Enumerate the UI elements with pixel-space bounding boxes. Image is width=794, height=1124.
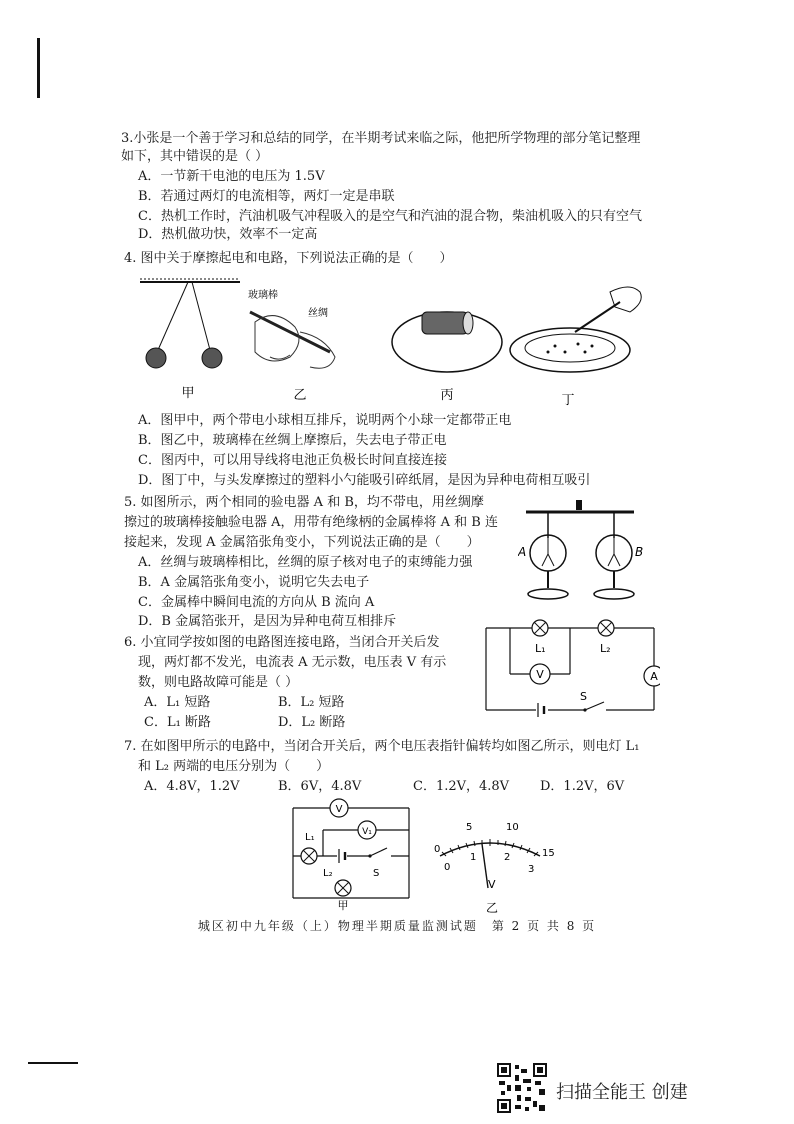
silk-label: 丝绸 bbox=[308, 308, 328, 319]
q3-option-b: B．若通过两灯的电流相等，两灯一定是串联 bbox=[138, 189, 395, 204]
voltmeter-v-label: V bbox=[335, 804, 343, 815]
figure-label-bing: 丙 bbox=[440, 388, 454, 403]
figure-bing-battery bbox=[392, 312, 502, 372]
q5-stem: 接起来，发现 A 金属箔张角变小，下列说法正确的是（ ） bbox=[124, 535, 480, 550]
dial-bottom-2: 2 bbox=[504, 852, 511, 863]
lamp-l2-label: L₂ bbox=[323, 868, 333, 879]
figure-label-jia: 甲 bbox=[337, 899, 349, 911]
lamp-l2-label: L₂ bbox=[600, 642, 611, 655]
dial-bottom-1: 1 bbox=[470, 852, 477, 863]
dial-top-10: 10 bbox=[506, 822, 519, 833]
q6-stem: 数，则电路故障可能是（ ） bbox=[138, 675, 299, 690]
q4-option-a: A．图甲中，两个带电小球相互排斥，说明两个小球一定都带正电 bbox=[138, 413, 512, 428]
figure-label-jia: 甲 bbox=[181, 386, 195, 401]
q7-circuit-figure bbox=[283, 796, 413, 911]
figure-ding-spoon-paper bbox=[510, 287, 641, 372]
q7-voltmeter-dial bbox=[420, 800, 560, 915]
figure-label-yi: 乙 bbox=[486, 901, 499, 915]
q6-option-b: B．L₂ 短路 bbox=[278, 695, 345, 710]
q6-stem: 现，两灯都不发光，电流表 A 无示数，电压表 V 有示 bbox=[138, 655, 447, 670]
dial-top-15: 15 bbox=[542, 848, 555, 859]
scan-edge-mark bbox=[37, 38, 40, 98]
q5-option-c: C．金属棒中瞬间电流的方向从 B 流向 A bbox=[138, 595, 375, 610]
switch-s-label: S bbox=[373, 868, 380, 879]
dial-unit-v: V bbox=[488, 878, 496, 891]
figure-yi-glass-rod-silk bbox=[248, 288, 335, 368]
q5-option-d: D．B 金属箔张开，是因为异种电荷互相排斥 bbox=[138, 614, 397, 629]
q3-option-d: D．热机做功快，效率不一定高 bbox=[138, 227, 318, 242]
q6-option-d: D．L₂ 断路 bbox=[278, 715, 346, 730]
q5-stem: 5. 如图所示，两个相同的验电器 A 和 B，均不带电，用丝绸摩 bbox=[124, 495, 484, 510]
q5-option-b: B．A 金属箔张角变小，说明它失去电子 bbox=[138, 575, 370, 590]
electroscope-a-label: A bbox=[518, 545, 527, 559]
q7-option-a: A．4.8V，1.2V bbox=[144, 779, 240, 794]
q5-stem: 擦过的玻璃棒接触验电器 A，用带有绝缘柄的金属棒将 A 和 B 连 bbox=[124, 515, 498, 530]
q3-stem: 如下，其中错误的是（ ） bbox=[121, 149, 269, 164]
q4-option-d: D．图丁中，与头发摩擦过的塑料小勺能吸引碎纸屑，是因为异种电荷相互吸引 bbox=[138, 473, 591, 488]
q5-electroscope-figure bbox=[518, 498, 648, 613]
q6-option-a: A．L₁ 短路 bbox=[144, 695, 211, 710]
dial-top-5: 5 bbox=[466, 822, 473, 833]
q7-option-b: B．6V，4.8V bbox=[278, 779, 362, 794]
lamp-l1-label: L₁ bbox=[305, 832, 315, 843]
figure-jia-pendulums bbox=[140, 279, 240, 368]
q7-stem: 和 L₂ 两端的电压分别为（ ） bbox=[138, 759, 330, 774]
q6-stem: 6. 小宜同学按如图的电路图连接电路，当闭合开关后发 bbox=[124, 635, 440, 650]
dial-bottom-3: 3 bbox=[528, 864, 535, 875]
switch-s-label: S bbox=[580, 690, 587, 703]
q6-circuit-figure bbox=[480, 616, 660, 718]
q5-option-a: A．丝绸与玻璃棒相比，丝绸的原子核对电子的束缚能力强 bbox=[138, 555, 473, 570]
glass-rod-label: 玻璃棒 bbox=[248, 290, 278, 301]
q4-stem: 4. 图中关于摩擦起电和电路，下列说法正确的是（ ） bbox=[124, 251, 453, 266]
q4-option-c: C．图丙中，可以用导线将电池正负极长时间直接连接 bbox=[138, 453, 447, 468]
q6-option-c: C．L₁ 断路 bbox=[144, 715, 211, 730]
q4-option-b: B．图乙中，玻璃棒在丝绸上摩擦后，失去电子带正电 bbox=[138, 433, 447, 448]
q4-figure bbox=[130, 272, 650, 407]
electroscope-b-label: B bbox=[635, 545, 644, 559]
voltmeter-v1-label: V₁ bbox=[362, 827, 372, 837]
figure-label-yi: 乙 bbox=[293, 388, 307, 403]
dial-bottom-0: 0 bbox=[444, 862, 451, 873]
lamp-l1-label: L₁ bbox=[535, 642, 546, 655]
q3-stem: 3.小张是一个善于学习和总结的同学，在半期考试来临之际，他把所学物理的部分笔记整理 bbox=[121, 131, 641, 146]
voltmeter-label: V bbox=[536, 668, 544, 681]
figure-label-ding: 丁 bbox=[561, 393, 575, 407]
q7-stem: 7. 在如图甲所示的电路中，当闭合开关后，两个电压表指针偏转均如图乙所示，则电灯 L₁ bbox=[124, 739, 640, 754]
q7-option-d: D．1.2V，6V bbox=[540, 779, 625, 794]
qr-code-icon bbox=[497, 1063, 547, 1113]
scanner-brand: 扫描全能王 创建 bbox=[556, 1082, 688, 1103]
q3-option-c: C．热机工作时，汽油机吸气冲程吸入的是空气和汽油的混合物，柴油机吸入的只有空气 bbox=[138, 209, 642, 224]
page-footer: 城区初中九年级（上）物理半期质量监测试题 第 2 页 共 8 页 bbox=[197, 919, 597, 933]
ammeter-label: A bbox=[650, 670, 658, 683]
q3-option-a: A．一节新干电池的电压为 1.5V bbox=[138, 169, 325, 184]
dial-top-0: 0 bbox=[434, 844, 441, 855]
q7-option-c: C．1.2V，4.8V bbox=[413, 779, 510, 794]
scan-bottom-mark bbox=[28, 1062, 78, 1064]
